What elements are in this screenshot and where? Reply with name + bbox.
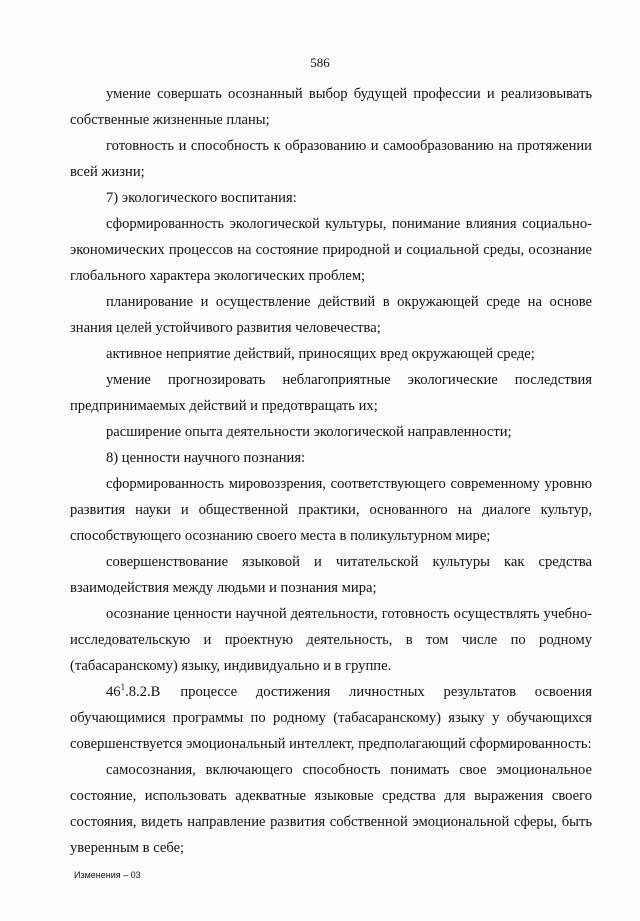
text-line: всей жизни; — [70, 164, 145, 180]
text-line: глобального характера экологических проблем; — [70, 268, 366, 284]
text-line: знания целей устойчивого развития человечества; — [70, 320, 381, 336]
text-line: сформированность экологической культуры, понимание влияния социально- — [106, 216, 592, 232]
text-line: осознание ценности научной деятельности, готовность осуществлять учебно- — [106, 606, 592, 622]
text-line: (табасаранскому) языку, индивидуально и в группе. — [70, 658, 392, 674]
text-line: процессе достижения личностных результатов освоения — [180, 684, 592, 700]
text-line: развития науки и общественной практики, основанного на диалоге культур, — [70, 502, 592, 518]
text-line: умение прогнозировать неблагоприятные экологические последствия — [106, 372, 592, 388]
page-number: 586 — [310, 55, 330, 70]
text-line: планирование и осуществление действий в окружающей среде на основе — [106, 294, 592, 310]
text-line: обучающимися программы по родному (табасаранскому) языку у обучающихся — [70, 710, 592, 726]
text-line: состояния, видеть направление развития собственной эмоциональной сферы, быть — [70, 814, 592, 830]
text-line: самосознания, включающего способность понимать свое эмоциональное — [106, 762, 592, 778]
text-line: взаимодействия между людьми и познания мира; — [70, 580, 377, 596]
clause-number: $46^1.8.2$. — [106, 683, 151, 700]
footer-note: Изменения – 03 — [74, 870, 141, 880]
section-heading: 7) экологического воспитания: — [106, 190, 297, 206]
text-line: экономических процессов на состояние природной и социальной среды, осознание — [70, 242, 592, 258]
text-line: активное неприятие действий, приносящих вред окружающей среде; — [106, 346, 535, 362]
clause-word: В — [150, 684, 161, 700]
text-line: сформированность мировоззрения, соответствующего современному уровню — [106, 476, 592, 492]
text-line: расширение опыта деятельности экологической направленности; — [106, 424, 512, 440]
text-line: собственные жизненные планы; — [70, 112, 270, 128]
text-line: способствующего осознанию своего места в поликультурном мире; — [70, 528, 491, 544]
text-line: совершенствование языковой и читательской культуры как средства — [106, 554, 592, 570]
text-line: умение совершать осознанный выбор будущей профессии и реализовывать — [106, 86, 592, 102]
section-heading: 8) ценности научного познания: — [106, 450, 306, 466]
text-line: исследовательскую и проектную деятельность, в том числе по родному — [70, 632, 592, 648]
clause-line — [106, 683, 592, 701]
text-line: состояние, использовать адекватные языковые средства для выражения своего — [70, 788, 592, 804]
text-line: уверенным в себе; — [70, 840, 185, 856]
text-line: готовность и способность к образованию и самообразованию на протяжении — [106, 138, 592, 154]
text-line: совершенствуется эмоциональный интеллект, предполагающий сформированность: — [70, 736, 592, 752]
text-line: предпринимаемых действий и предотвращать их; — [70, 398, 378, 414]
